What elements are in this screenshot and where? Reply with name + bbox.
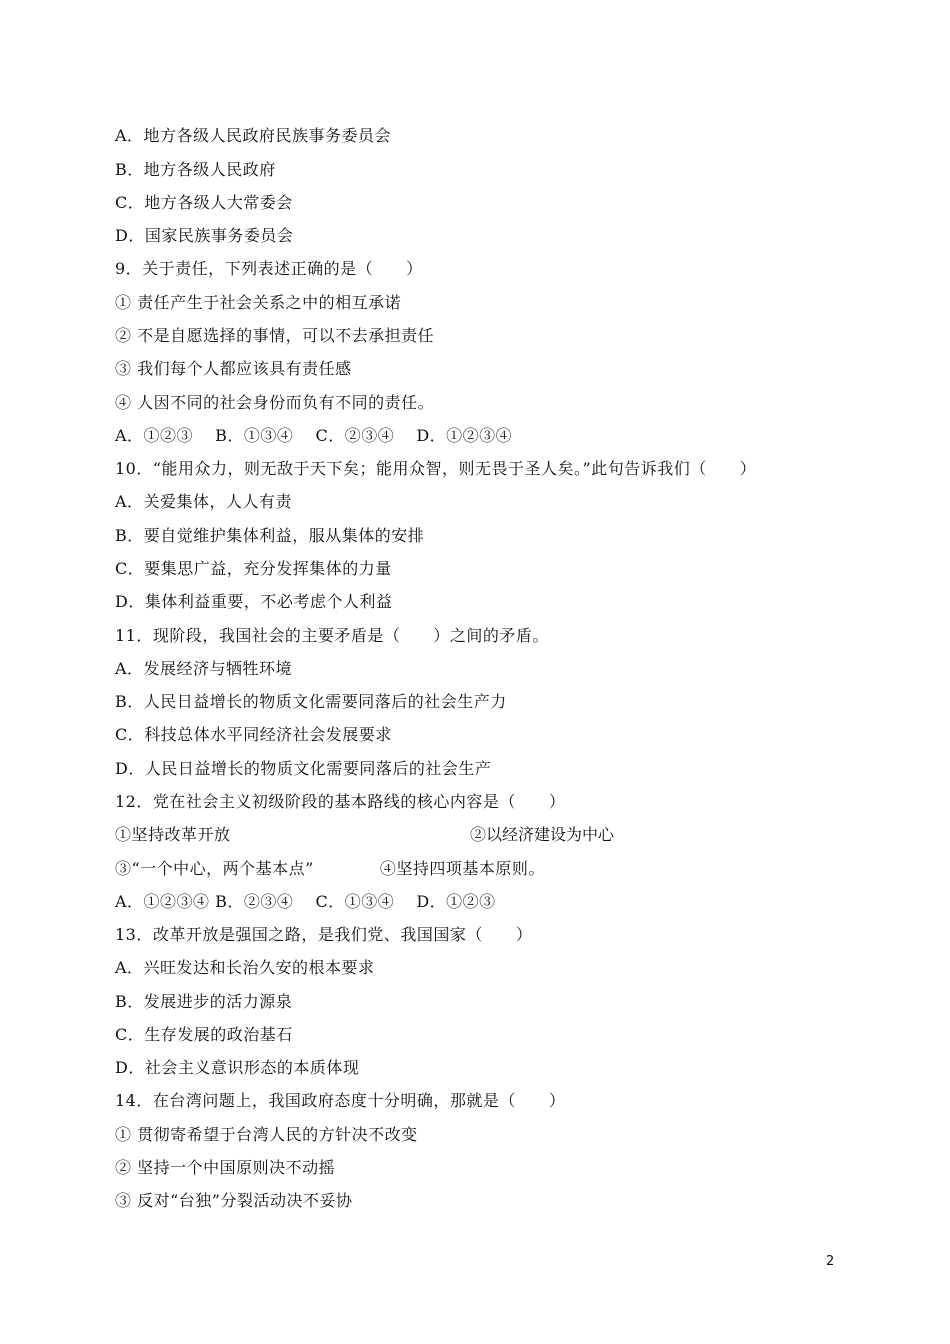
q10-option-a: A．关爱集体，人人有责: [115, 492, 293, 511]
q11-stem: 11．现阶段，我国社会的主要矛盾是（ ）之间的矛盾。: [115, 626, 549, 645]
q8-option-d: D．国家民族事务委员会: [115, 226, 294, 245]
q13-option-a: A．兴旺发达和长治久安的根本要求: [115, 958, 375, 977]
q9-options: A．①②③ B．①③④ C．②③④ D．①②③④: [115, 426, 513, 445]
page-number: 2: [826, 1254, 835, 1269]
q13-option-b: B．发展进步的活力源泉: [115, 992, 293, 1011]
q14-stem: 14．在台湾问题上，我国政府态度十分明确，那就是（ ）: [115, 1091, 566, 1110]
q11-option-b: B．人民日益增长的物质文化需要同落后的社会生产力: [115, 692, 507, 711]
q9-item-2: ② 不是自愿选择的事情，可以不去承担责任: [115, 326, 435, 345]
q10-option-d: D．集体利益重要，不必考虑个人利益: [115, 592, 393, 611]
q14-item-3: ③ 反对“台独”分裂活动决不妥协: [115, 1191, 353, 1210]
q12-item-1: ①坚持改革开放: [115, 825, 231, 844]
q8-option-c: C．地方各级人大常委会: [115, 193, 293, 212]
q14-item-1: ① 贯彻寄希望于台湾人民的方针决不改变: [115, 1125, 418, 1144]
q14-item-2: ② 坚持一个中国原则决不动摇: [115, 1158, 336, 1177]
q12-item-2: ②以经济建设为中心: [470, 825, 615, 844]
q9-item-4: ④ 人因不同的社会身份而负有不同的责任。: [115, 393, 435, 412]
q13-option-c: C．生存发展的政治基石: [115, 1025, 293, 1044]
q12-items-3-4: ③“一个中心，两个基本点” ④坚持四项基本原则。: [115, 859, 545, 878]
q11-option-c: C．科技总体水平同经济社会发展要求: [115, 725, 392, 744]
q13-option-d: D．社会主义意识形态的本质体现: [115, 1058, 360, 1077]
q9-item-3: ③ 我们每个人都应该具有责任感: [115, 359, 352, 378]
q8-option-b: B．地方各级人民政府: [115, 160, 276, 179]
q10-stem: 10．“能用众力，则无敌于天下矣；能用众智，则无畏于圣人矣。”此句告诉我们（ ）: [115, 459, 757, 478]
q11-option-d: D．人民日益增长的物质文化需要同落后的社会生产: [115, 759, 492, 778]
q9-stem: 9．关于责任，下列表述正确的是（ ）: [115, 259, 423, 278]
q8-option-a: A．地方各级人民政府民族事务委员会: [115, 126, 392, 145]
q10-option-c: C．要集思广益，充分发挥集体的力量: [115, 559, 392, 578]
q10-option-b: B．要自觉维护集体利益，服从集体的安排: [115, 526, 425, 545]
q12-options: A．①②③④ B．②③④ C．①③④ D．①②③: [115, 892, 496, 911]
q9-item-1: ① 责任产生于社会关系之中的相互承诺: [115, 293, 402, 312]
q13-stem: 13．改革开放是强国之路，是我们党、我国国家（ ）: [115, 925, 533, 944]
q12-stem: 12．党在社会主义初级阶段的基本路线的核心内容是（ ）: [115, 792, 566, 811]
q11-option-a: A．发展经济与牺牲环境: [115, 659, 293, 678]
